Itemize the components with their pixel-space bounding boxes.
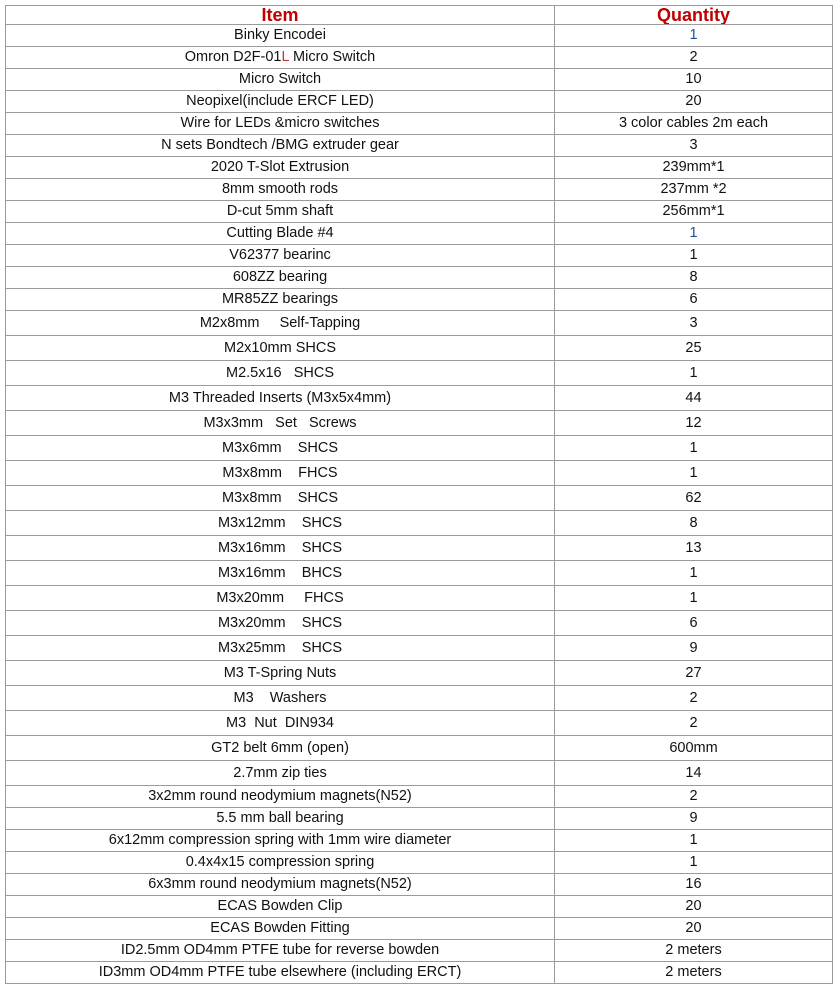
item-cell: M3x12mm SHCS bbox=[6, 511, 555, 536]
table-row bbox=[6, 736, 833, 761]
quantity-cell: 2 meters bbox=[555, 940, 833, 962]
table-row bbox=[6, 786, 833, 808]
table-row bbox=[6, 830, 833, 852]
item-cell: M3 Nut DIN934 bbox=[6, 711, 555, 736]
item-cell: ID2.5mm OD4mm PTFE tube for reverse bowden bbox=[6, 940, 555, 962]
table-row bbox=[6, 661, 833, 686]
quantity-cell: 20 bbox=[555, 91, 833, 113]
table-row bbox=[6, 940, 833, 962]
item-cell: Wire for LEDs &micro switches bbox=[6, 113, 555, 135]
table-row bbox=[6, 636, 833, 661]
quantity-cell: 9 bbox=[555, 636, 833, 661]
table-row bbox=[6, 586, 833, 611]
table-row bbox=[6, 311, 833, 336]
item-cell: 0.4x4x15 compression spring bbox=[6, 852, 555, 874]
table-row bbox=[6, 289, 833, 311]
quantity-cell: 1 bbox=[555, 852, 833, 874]
table-row bbox=[6, 461, 833, 486]
quantity-cell: 44 bbox=[555, 386, 833, 411]
item-cell: 2020 T-Slot Extrusion bbox=[6, 157, 555, 179]
item-cell: M3x16mm BHCS bbox=[6, 561, 555, 586]
table-row bbox=[6, 386, 833, 411]
quantity-cell: 1 bbox=[555, 461, 833, 486]
quantity-cell: 1 bbox=[555, 830, 833, 852]
table-row bbox=[6, 962, 833, 984]
item-cell: ECAS Bowden Fitting bbox=[6, 918, 555, 940]
item-cell: MR85ZZ bearings bbox=[6, 289, 555, 311]
quantity-cell: 2 bbox=[555, 47, 833, 69]
item-cell bbox=[6, 47, 555, 69]
item-cell: M3x16mm SHCS bbox=[6, 536, 555, 561]
item-cell: M3x8mm SHCS bbox=[6, 486, 555, 511]
item-cell: M3x8mm FHCS bbox=[6, 461, 555, 486]
table-row bbox=[6, 896, 833, 918]
item-cell: M2x10mm SHCS bbox=[6, 336, 555, 361]
quantity-cell: 8 bbox=[555, 511, 833, 536]
table-row bbox=[6, 436, 833, 461]
table-row bbox=[6, 761, 833, 786]
table-row bbox=[6, 711, 833, 736]
quantity-cell: 1 bbox=[555, 361, 833, 386]
item-cell: M3x20mm FHCS bbox=[6, 586, 555, 611]
item-cell: GT2 belt 6mm (open) bbox=[6, 736, 555, 761]
table-row bbox=[6, 536, 833, 561]
quantity-cell: 9 bbox=[555, 808, 833, 830]
quantity-cell: 3 bbox=[555, 311, 833, 336]
quantity-cell: 239mm*1 bbox=[555, 157, 833, 179]
table-row bbox=[6, 267, 833, 289]
item-cell: V62377 bearinc bbox=[6, 245, 555, 267]
item-cell: 608ZZ bearing bbox=[6, 267, 555, 289]
item-cell: ID3mm OD4mm PTFE tube elsewhere (including ERCT) bbox=[6, 962, 555, 984]
item-cell: 8mm smooth rods bbox=[6, 179, 555, 201]
table-row bbox=[6, 245, 833, 267]
quantity-cell: 8 bbox=[555, 267, 833, 289]
item-cell: D-cut 5mm shaft bbox=[6, 201, 555, 223]
quantity-cell: 3 bbox=[555, 135, 833, 157]
item-cell: M3 Threaded Inserts (M3x5x4mm) bbox=[6, 386, 555, 411]
quantity-cell: 14 bbox=[555, 761, 833, 786]
quantity-cell: 1 bbox=[555, 436, 833, 461]
quantity-cell: 2 bbox=[555, 786, 833, 808]
table-row bbox=[6, 25, 833, 47]
item-cell: M3x25mm SHCS bbox=[6, 636, 555, 661]
item-cell: 6x12mm compression spring with 1mm wire diameter bbox=[6, 830, 555, 852]
item-cell: M3 Washers bbox=[6, 686, 555, 711]
quantity-cell: 16 bbox=[555, 874, 833, 896]
table-row bbox=[6, 113, 833, 135]
item-cell: M2x8mm Self-Tapping bbox=[6, 311, 555, 336]
parts-table bbox=[5, 5, 833, 984]
table-row bbox=[6, 135, 833, 157]
item-cell: M3 T-Spring Nuts bbox=[6, 661, 555, 686]
table-row bbox=[6, 874, 833, 896]
quantity-cell: 2 bbox=[555, 686, 833, 711]
table-row bbox=[6, 511, 833, 536]
table-row bbox=[6, 223, 833, 245]
item-cell: Cutting Blade #4 bbox=[6, 223, 555, 245]
table-row bbox=[6, 852, 833, 874]
item-text-highlight: L bbox=[281, 49, 289, 65]
item-cell: M2.5x16 SHCS bbox=[6, 361, 555, 386]
column-header-quantity: Quantity bbox=[555, 6, 833, 25]
item-cell: 6x3mm round neodymium magnets(N52) bbox=[6, 874, 555, 896]
table-row bbox=[6, 179, 833, 201]
quantity-cell: 1 bbox=[555, 561, 833, 586]
table-row bbox=[6, 486, 833, 511]
quantity-cell: 1 bbox=[555, 25, 833, 47]
quantity-cell: 6 bbox=[555, 289, 833, 311]
quantity-cell: 13 bbox=[555, 536, 833, 561]
quantity-cell: 27 bbox=[555, 661, 833, 686]
table-row bbox=[6, 918, 833, 940]
quantity-cell: 62 bbox=[555, 486, 833, 511]
item-cell: 3x2mm round neodymium magnets(N52) bbox=[6, 786, 555, 808]
item-cell: 5.5 mm ball bearing bbox=[6, 808, 555, 830]
item-cell: M3x20mm SHCS bbox=[6, 611, 555, 636]
table-row bbox=[6, 411, 833, 436]
quantity-cell: 2 meters bbox=[555, 962, 833, 984]
table-row bbox=[6, 91, 833, 113]
quantity-cell: 3 color cables 2m each bbox=[555, 113, 833, 135]
item-cell: 2.7mm zip ties bbox=[6, 761, 555, 786]
column-header-item: Item bbox=[6, 6, 555, 25]
table-row bbox=[6, 201, 833, 223]
item-cell: N sets Bondtech /BMG extruder gear bbox=[6, 135, 555, 157]
table-row bbox=[6, 157, 833, 179]
table-row bbox=[6, 611, 833, 636]
table-row bbox=[6, 336, 833, 361]
quantity-cell: 600mm bbox=[555, 736, 833, 761]
table-row bbox=[6, 361, 833, 386]
quantity-cell: 2 bbox=[555, 711, 833, 736]
quantity-cell: 20 bbox=[555, 918, 833, 940]
table-row bbox=[6, 561, 833, 586]
quantity-cell: 6 bbox=[555, 611, 833, 636]
table-row bbox=[6, 808, 833, 830]
table-row bbox=[6, 686, 833, 711]
quantity-cell: 20 bbox=[555, 896, 833, 918]
item-cell: ECAS Bowden Clip bbox=[6, 896, 555, 918]
item-text: Micro Switch bbox=[289, 49, 376, 65]
quantity-cell: 256mm*1 bbox=[555, 201, 833, 223]
item-cell: M3x3mm Set Screws bbox=[6, 411, 555, 436]
item-cell: Binky Encodei bbox=[6, 25, 555, 47]
quantity-cell: 1 bbox=[555, 245, 833, 267]
quantity-cell: 237mm *2 bbox=[555, 179, 833, 201]
table-row bbox=[6, 69, 833, 91]
table-row bbox=[6, 47, 833, 69]
item-cell: M3x6mm SHCS bbox=[6, 436, 555, 461]
quantity-cell: 12 bbox=[555, 411, 833, 436]
quantity-cell: 10 bbox=[555, 69, 833, 91]
item-text: Omron D2F-01 bbox=[184, 49, 282, 65]
header-row bbox=[6, 6, 833, 25]
quantity-cell: 1 bbox=[555, 223, 833, 245]
item-cell: Micro Switch bbox=[6, 69, 555, 91]
item-cell: Neopixel(include ERCF LED) bbox=[6, 91, 555, 113]
quantity-cell: 1 bbox=[555, 586, 833, 611]
quantity-cell: 25 bbox=[555, 336, 833, 361]
